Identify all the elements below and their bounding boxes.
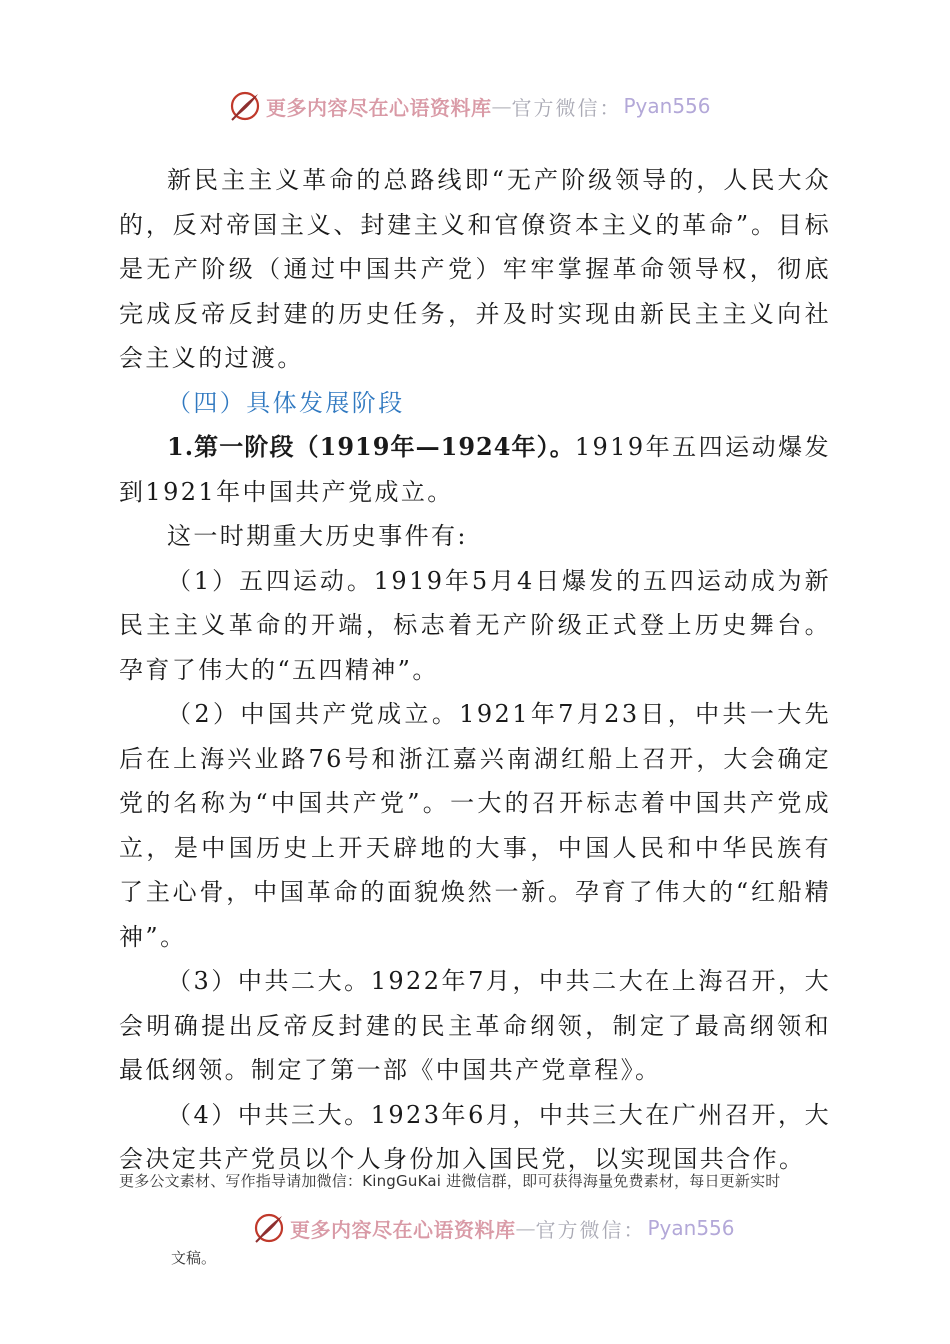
- watermark-separator: —: [491, 94, 512, 118]
- watermark-banner-top: [228, 88, 711, 124]
- quill-logo-icon: [228, 89, 262, 123]
- watermark-wechat-label: 官方微信：: [535, 1217, 646, 1242]
- paragraph-second-congress: （3）中共二大。1922年7月，中共二大在上海召开，大会明确提出反帝反封建的民主革命纲领，制定了最高纲领和最低纲领。制定了第一部《中国共产党章程》。: [119, 967, 831, 1084]
- watermark-wechat-label: 官方微信：: [511, 95, 622, 120]
- paragraph-events-intro: 这一时期重大历史事件有:: [167, 522, 468, 550]
- paragraph-cpc-founding: （2）中国共产党成立。1921年7月23日，中共一大先后在上海兴业路76号和浙江嘉兴南湖红船上召开，大会确定党的名称为“中国共产党”。一大的召开标志着中国共产党成立，是中国历史上开天辟地的大事，中国人民和中华民族有了主心骨，中国革命的面貌焕然一新。孕育了伟大的“红船精神”。: [119, 700, 831, 951]
- stage-one-title: 1.第一阶段（1919年—1924年）。: [167, 432, 575, 461]
- paragraph-stage-one: [119, 425, 831, 514]
- watermark-banner-bottom: [252, 1210, 735, 1246]
- paragraph-general-line: 新民主主义革命的总路线即“无产阶级领导的，人民大众的，反对帝国主义、封建主义和官僚资本主义的革命”。目标是无产阶级（通过中国共产党）牢牢掌握革命领导权，彻底完成反帝反封建的历史任务，并及时实现由新民主主义向社会主义的过渡。: [119, 166, 831, 372]
- watermark-main-text: 更多内容尽在心语资料库: [266, 95, 492, 120]
- footer-ad-line: 更多公文素材、写作指导请加微信：KingGuKai 进微信群，即可获得海量免费素材，每日更新实时: [119, 1172, 781, 1190]
- paragraph-may-fourth: （1）五四运动。1919年5月4日爆发的五四运动成为新民主主义革命的开端，标志着无产阶级正式登上历史舞台。孕育了伟大的“五四精神”。: [119, 566, 831, 684]
- watermark-main-text: 更多内容尽在心语资料库: [290, 1217, 516, 1242]
- document-body: [119, 158, 831, 1182]
- watermark-separator: —: [515, 1216, 536, 1240]
- section-heading-stages: （四）具体发展阶段: [167, 388, 405, 417]
- watermark-wechat-id: Pyan556: [623, 94, 711, 118]
- stage-one-text: 1919年五四运动爆发到1921年中国共产党成立。: [119, 433, 831, 506]
- watermark-wechat-id: Pyan556: [647, 1216, 735, 1240]
- paragraph-third-congress: （4）中共三大。1923年6月，中共三大在广州召开，大会决定共产党员以个人身份加入国民党，以实现国共合作。: [119, 1100, 831, 1173]
- quill-logo-icon: [252, 1211, 286, 1245]
- footer-ad-line-end: 文稿。: [171, 1249, 217, 1267]
